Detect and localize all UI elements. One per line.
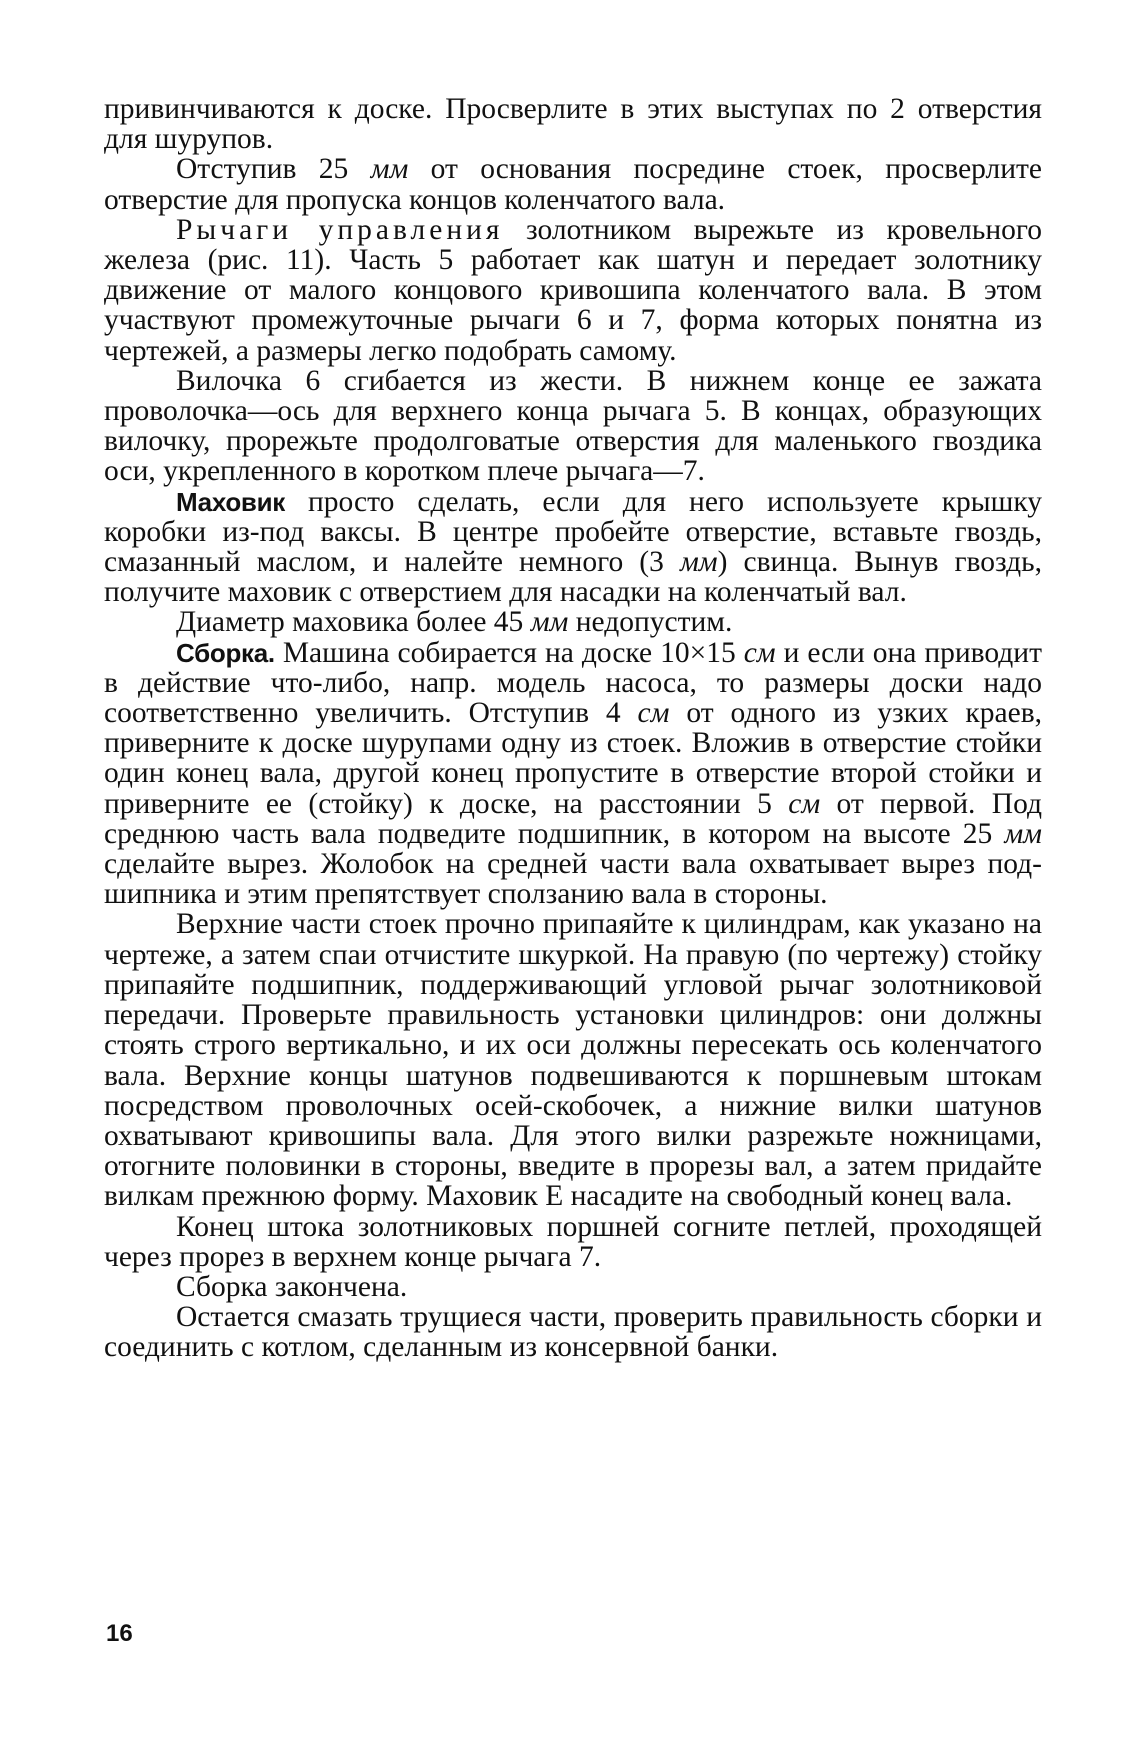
paragraph-3-text: золотником вырежьте из кровельного железа (рис. 11). Часть 5 работает как шатун и передает золотнику движение от малого концового кривошипа коленчатого вала. В этом участвуют промежуточные рычаги 6 и 7, форма которых понятна из чертежей, а размеры легко подобрать самому. xyxy=(104,213,1043,367)
paragraph-7-text-a: Машина собирается на доске 10×15 xyxy=(274,636,744,669)
paragraph-11-text: Остается смазать трущиеся части, проверить правильность сборки и соединить с котлом, сделанным из консервной банки. xyxy=(104,1301,1042,1364)
paragraph-2-text-a: Отступив 25 xyxy=(176,153,371,186)
page-number: 16 xyxy=(106,1620,133,1647)
paragraph-9-text: Конец штока золотниковых поршней согните петлей, проходящей через прорез в верхнем конце рычага 7. xyxy=(104,1210,1042,1273)
paragraph-7-text-c: от одного из узких краев, приверните к доске шурупами одну из стоек. Вложив в отверстие стойки один конец вала, другой конец пропустите в отверстие второй стойки и приверните ее (стойку) к доске, на расстоянии 5 xyxy=(104,697,1042,820)
paragraph-6 xyxy=(104,607,1042,637)
paragraph-7-text-b: и если она приводит в действие что-либо, напр. модель насоса, то размеры доски надо соответственно увеличить. Отступив 4 xyxy=(104,636,1042,730)
paragraph-7-text-d: от первой. Под среднюю часть вала подведите подшипник, в котором на высоте 25 xyxy=(104,787,1042,850)
unit-mm: мм xyxy=(530,606,569,639)
paragraph-1-text: привинчиваются к доске. Просверлите в этих выступах по 2 отверстия для шурупов. xyxy=(104,93,1042,156)
unit-mm: мм xyxy=(1004,817,1042,850)
paragraph-4-text: Вилочка 6 сгибается из жести. В нижнем конце ее зажата проволочка—ось для верхнего конца рычага 5. В концах, образующих вилочку, прорежьте продолговатые отверстия для маленького гвоздика оси, укрепленного в коротком плече рычага—7. xyxy=(104,364,1042,488)
unit-cm: см xyxy=(788,787,821,820)
paragraph-1 xyxy=(104,94,1042,154)
paragraph-5-text-b: ) свинца. Вынув гвоздь, получите маховик с отверстием для насадки на коленчатый вал. xyxy=(104,546,1042,609)
paragraph-4 xyxy=(104,366,1042,487)
page-body xyxy=(104,94,1042,1363)
unit-cm: см xyxy=(743,636,776,669)
paragraph-7-text-e: сделайте вырез. Жолобок на средней части вала охватывает вырез подшипника и этим препятствует сползанию вала в стороны. xyxy=(104,848,1042,911)
unit-cm: см xyxy=(637,697,670,730)
paragraph-9 xyxy=(104,1212,1042,1272)
paragraph-8-text: Верхние части стоек прочно припаяйте к цилиндрам, как указано на чертеже, а затем спаи отчистите шкуркой. На правую (по чертежу) стойку припаяйте подшипник, поддерживающий угловой рычаг золотниковой передачи. Проверьте правильность установки цилиндров: они должны стоять строго вертикально, и их оси должны пересекать ось коленчатого вала. Верхние концы шатунов подвешиваются к поршневым штокам посредством проволочных осей-скобочек, а нижние вилки шатунов охватывают кривошипы вала. Для этого вилки разрежьте ножницами, отогните половинки в стороны, введите в прорезы вал, а затем придайте вилкам прежнюю форму. Маховик Е насадите на свободный конец вала. xyxy=(104,908,1042,1213)
paragraph-2-text-b: от основания посредине стоек, просверлите отверстие для пропуска концов коленчатого вала. xyxy=(104,153,1043,216)
paragraph-6-text-b: недопустим. xyxy=(568,606,733,639)
paragraph-7 xyxy=(104,638,1042,910)
heading-assembly: Сборка. xyxy=(176,637,275,668)
paragraph-6-text-a: Диаметр маховика более 45 xyxy=(176,606,531,639)
unit-mm: мм xyxy=(370,153,409,186)
heading-flywheel: Маховик xyxy=(176,486,286,517)
paragraph-5 xyxy=(104,487,1042,608)
paragraph-10 xyxy=(104,1272,1042,1302)
paragraph-2 xyxy=(104,154,1042,214)
paragraph-8 xyxy=(104,909,1042,1211)
paragraph-10-text: Сборка закончена. xyxy=(176,1270,408,1303)
heading-levers: Рычаги управления xyxy=(176,213,504,246)
paragraph-3 xyxy=(104,215,1042,366)
paragraph-5-text-a: просто сделать, если для него используете крышку коробки из-под ваксы. В центре пробейте отверстие, вставьте гвоздь, смазанный маслом, и налейте немного (3 xyxy=(104,485,1042,579)
paragraph-11 xyxy=(104,1302,1042,1362)
unit-mm: мм xyxy=(679,546,718,579)
